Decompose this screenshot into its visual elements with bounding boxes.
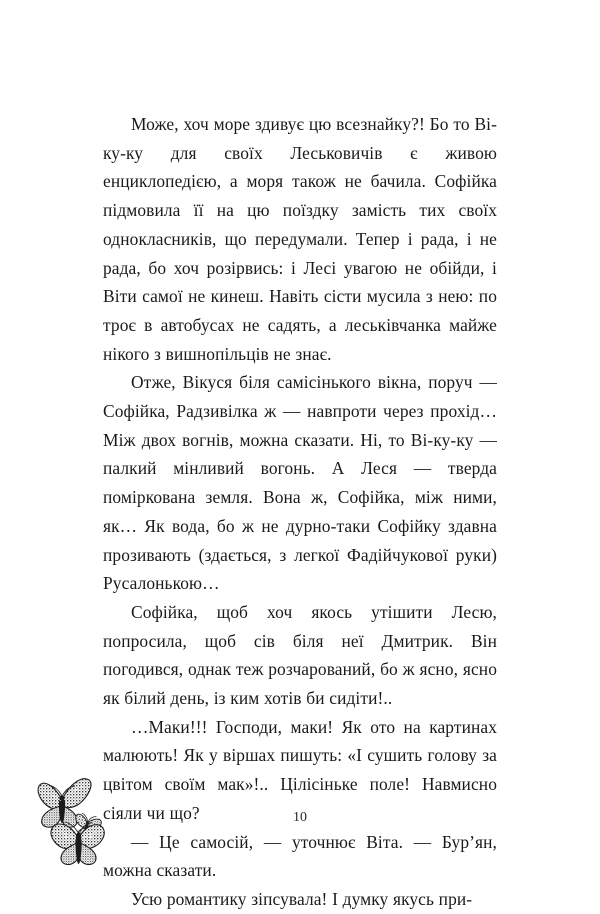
paragraph: — Це самосій, — уточнює Віта. — Бур’ян, можна сказати.	[103, 831, 497, 881]
paragraph: Отже, Вікуся біля самісінького вікна, поруч — Софійка, Радзивілка ж — навпроти через прохід… Між двох вогнів, можна сказати. Ні, то Ві-ку-ку — палкий мінливий вогонь. А Леся — тверда поміркована земля. Вона ж, Софійка, між ними, як… Як вода, бо ж не дурно-таки Софійку здавна прозивають (здається, з легкої Фадійчукової руки) Русалонькою…	[103, 372, 497, 594]
paragraph: Може, хоч море здивує цю всезнайку?! Бо то Ві-ку-ку для своїх Леськовичів є живою енциклопедією, а моря також не бачила. Софійка підмовила її на цю поїздку замість тих своїх однокласників, що передумали. Тепер і рада, і не рада, бо хоч розірвись: і Лесі увагою не обійди, і Віти самої не кинеш. Навіть сісти мусила з нею: по троє в автобусах не садять, а леськівчанка майже нікого з вишнопільців не знає.	[103, 114, 497, 364]
paragraph: Софійка, щоб хоч якось утішити Лесю, попросила, щоб сів біля неї Дмитрик. Він погодився, однак теж розчарований, бо ж ясно, ясно як білий день, із ким хотів би сидіти!..	[103, 601, 497, 709]
body-text-column	[103, 110, 497, 914]
paragraph: …Маки!!! Господи, маки! Як ото на картинах малюють! Як у віршах пишуть: «І сушить голову за цвітом своїм мак»!.. Цілісіньке поле! Навмисно сіяли чи що?	[103, 716, 497, 823]
paragraph: Усю романтику зіпсувала! І думку якусь при-	[131, 888, 473, 909]
page-number: 10	[293, 810, 307, 825]
